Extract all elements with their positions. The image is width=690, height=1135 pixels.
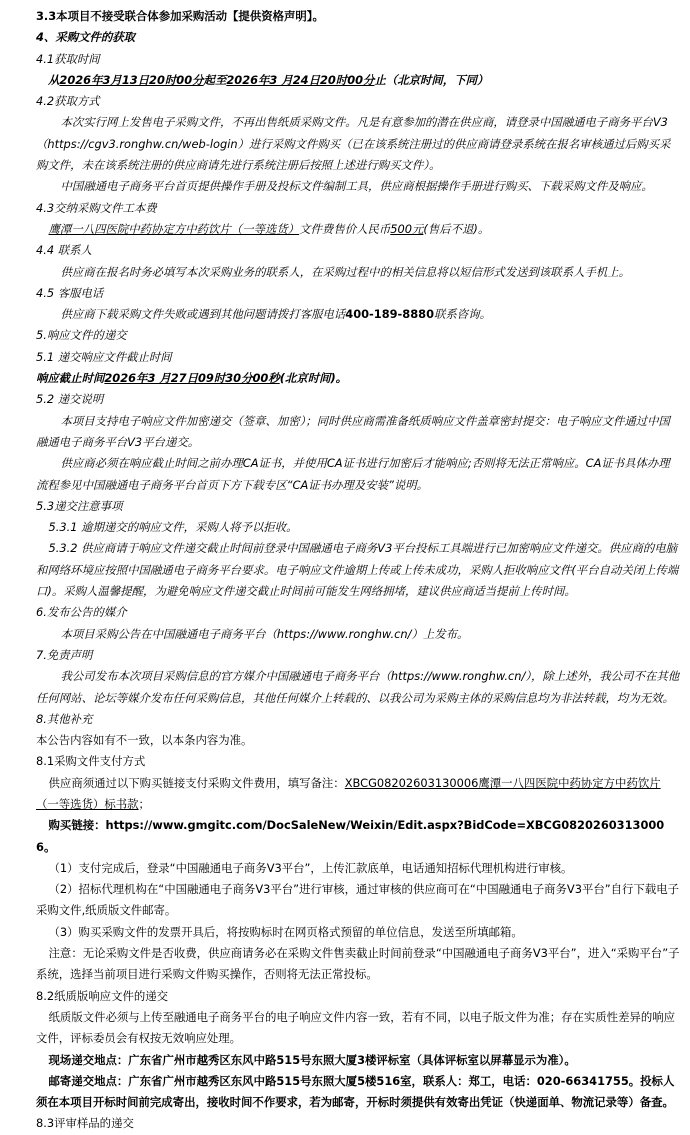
contact-person-note: 供应商在报名时务必填写本次采购业务的联系人，在采购过程中的相关信息将以短信形式发送到该联系人手机上。 — [60, 264, 631, 279]
payment-notice: 注意：无论采购文件是否收费，供应商请务必在采购文件售卖截止时间前登录“中国融通电子商务V3平台”，进入“采购平台”子系统，选择当前项目进行采购文件购买操作，否则将无法正常投标。 — [36, 946, 680, 982]
section-5-heading: 5.响应文件的递交 — [36, 328, 127, 343]
clause-3-3: 3.3本项目不接受联合体参加采购活动【提供资格声明】。 — [36, 9, 324, 23]
payment-step-3: （3）购买采购文件的发票开具后，将按购标时在网页格式预留的单位信息，发送至所填邮箱。 — [48, 924, 523, 939]
clause-5-3-heading: 5.3递交注意事项 — [36, 498, 123, 513]
clause-4-5-heading: 4.5 客服电话 — [36, 285, 104, 300]
service-hotline: 供应商下载采购文件失败或遇到其他问题请拨打客服电话400-189-8880联系咨询。 — [60, 307, 491, 322]
clause-4-4-heading: 4.4 联系人 — [36, 243, 92, 258]
clause-8-3-heading: 8.3评审样品的递交 — [36, 1116, 134, 1131]
supplement-note: 本公告内容如有不一致，以本条内容为准。 — [36, 733, 253, 748]
clause-4-3-heading: 4.3交纳采购文件工本费 — [36, 200, 157, 215]
clause-4-2-heading: 4.2获取方式 — [36, 94, 100, 109]
submission-instructions: 本项目支持电子响应文件加密递交（签章、加密）；同时供应商需准备纸质响应文件盖章密封提交：电子响应文件通过中国融通电子商务平台V3平台递交。 — [36, 413, 670, 449]
response-deadline: 响应截止时间2026年3 月27日09时30分00秒(北京时间)。 — [36, 371, 348, 386]
clause-5-3-2: 5.3.2 供应商请于响应文件递交截止时间前登录中国融通电子商务V3平台投标工具端进行已加密响应文件递交。供应商的电脑和网络环境应按照中国融通电子商务平台要求。电子响应文件逾期上传或上传未成功，采购人拒收响应文件(平台自动关闭上传端口)。采购人温馨提醒，为避免响应文件递交截止时间前可能发生网络拥堵，建议供应商适当提前上传时间。 — [36, 541, 679, 599]
section-7-heading: 7.免责声明 — [36, 647, 93, 662]
clause-5-3-1: 5.3.1 逾期递交的响应文件，采购人将予以拒收。 — [48, 520, 298, 535]
section-8-heading: 8.其他补充 — [36, 711, 93, 726]
disclaimer-text: 我公司发布本次项目采购信息的官方媒介中国融通电子商务平台（https://www.ronghw.cn/），除上述外，我公司不在其他任何网站、论坛等媒介发布任何采购信息，其他任何媒介上转载的、以我公司为采购主体的采购信息均为非法转载，均为无效。 — [36, 669, 680, 705]
paper-response-note: 纸质版文件必须与上传至融通电子商务平台的电子响应文件内容一致，若有不同，以电子版文件为准；存在实质性差异的响应文件，评标委员会有权按无效响应处理。 — [36, 1009, 676, 1046]
payment-remark: 供应商须通过以下购买链接支付采购文件费用，填写备注：XBCG08202603130006鹰潭一八四医院中药协定方中药饮片（一等选货）标书款； — [36, 775, 661, 811]
publication-media: 本项目采购公告在中国融通电子商务平台（https://www.ronghw.cn/）上发布。 — [60, 626, 469, 641]
section-6-heading: 6.发布公告的媒介 — [36, 605, 127, 620]
acquisition-time: 从2026年3月13日20时00分起至2026年3 月24日20时00分止（北京时间，下同） — [48, 72, 489, 87]
clause-8-2-heading: 8.2纸质版响应文件的递交 — [36, 988, 169, 1003]
clause-4-1-heading: 4.1获取时间 — [36, 51, 100, 66]
mail-submission-address: 邮寄递交地点：广东省广州市越秀区东风中路515号东照大厦5楼516室，联系人：郑工，电话：020-66341755。投标人须在本项目开标时间前完成寄出，接收时间不作要求，若为邮寄，开标时须提供有效寄出凭证（快递面单、物流记录等）备查。 — [36, 1073, 675, 1110]
section-4-heading: 4、采购文件的获取 — [36, 30, 136, 45]
ca-certificate-note: 供应商必须在响应截止时间之前办理CA证书，并使用CA证书进行加密后才能响应;否则将无法正常响应。CA证书具体办理流程参见中国融通电子商务平台首页下方下载专区“CA证书办理及安装”说明。 — [36, 456, 670, 492]
acquisition-method: 本次实行网上发售电子采购文件，不再出售纸质采购文件。凡是有意参加的潜在供应商，请登录中国融通电子商务平台V3（https://cgv3.ronghw.cn/web-login）进行采购文件购买（已在该系统注册过的供应商请登录系统在报名审核通过后购买采购文件，未在该系统注册的供应商请先进行系统注册后按照上述进行购买文件）。 — [36, 115, 671, 173]
document-fee: 鹰潭一八四医院中药协定方中药饮片（一等选货）文件费售价人民币500元(售后不退)。 — [48, 221, 490, 236]
payment-step-2: （2）招标代理机构在“中国融通电子商务V3平台”进行审核，通过审核的供应商可在“中国融通电子商务V3平台”自行下载电子采购文件,纸质版文件邮寄。 — [36, 882, 679, 918]
clause-5-2-heading: 5.2 递交说明 — [36, 392, 104, 407]
clause-8-1-heading: 8.1采购文件支付方式 — [36, 754, 146, 769]
clause-5-1-heading: 5.1 递交响应文件截止时间 — [36, 349, 172, 364]
onsite-submission-address: 现场递交地点：广东省广州市越秀区东风中路515号东照大厦3楼评标室（具体评标室以屏幕显示为准）。 — [48, 1052, 576, 1067]
platform-manual-note: 中国融通电子商务平台首页提供操作手册及投标文件编制工具，供应商根据操作手册进行购买、下载采购文件及响应。 — [60, 179, 653, 194]
payment-step-1: （1）支付完成后，登录“中国融通电子商务V3平台”，上传汇款底单，电话通知招标代理机构进行审核。 — [48, 860, 573, 875]
purchase-link[interactable]: https://www.gmgitc.com/DocSaleNew/Weixin/Edit.aspx?BidCode=XBCG08202603130006 — [36, 818, 665, 854]
purchase-link-line: 购买链接：https://www.gmgitc.com/DocSaleNew/Weixin/Edit.aspx?BidCode=XBCG08202603130006。 — [36, 818, 665, 854]
